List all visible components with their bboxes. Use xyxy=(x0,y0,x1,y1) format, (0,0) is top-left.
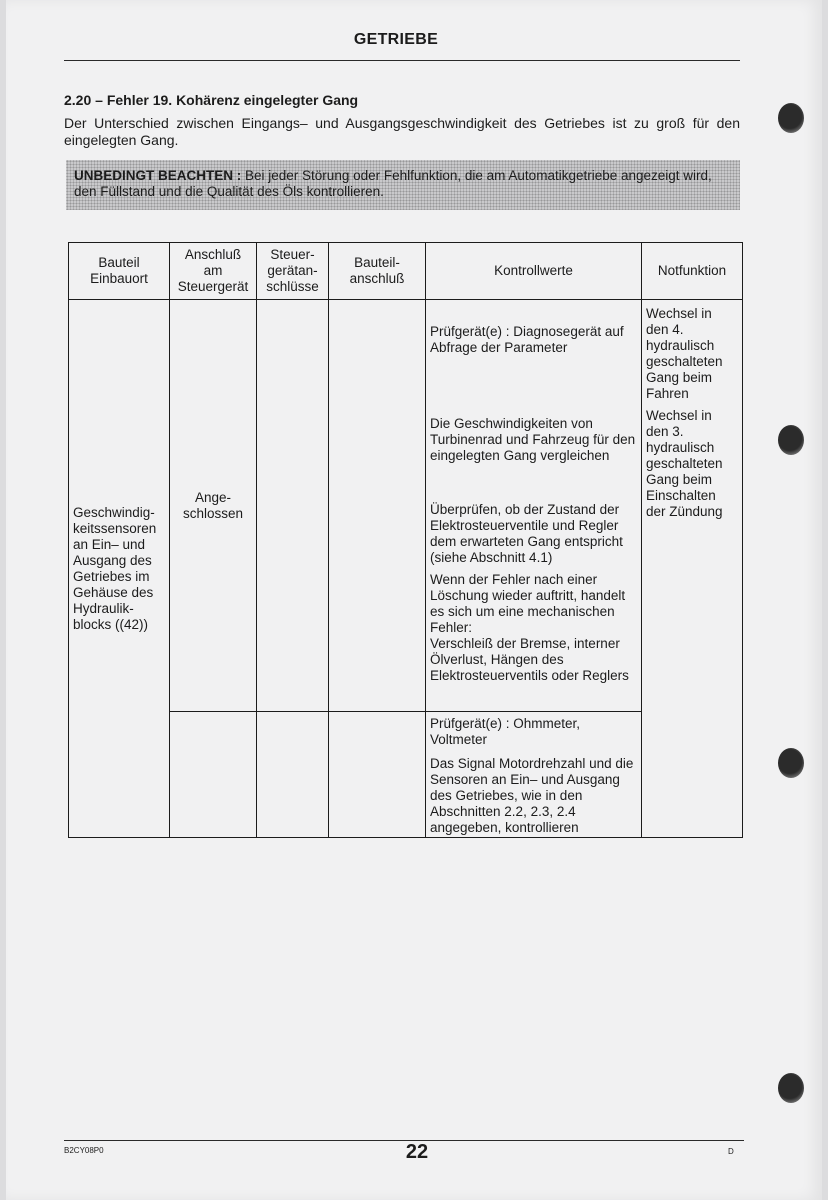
page-number: 22 xyxy=(405,1141,429,1163)
header-anschluss: Anschluß am Steuergerät xyxy=(170,243,257,300)
kontrollwert-text: Überprüfen, ob der Zustand der Elektrosteuerventile und Regler dem erwarteten Gang entspricht (siehe Abschnitt 4.1) xyxy=(430,502,623,565)
cell-kontrollwerte-1 xyxy=(426,300,642,712)
kontrollwert-text: Verschleiß der Bremse, interner Ölverlust, Hängen des Elektrosteuerventils oder Reglers xyxy=(430,636,629,683)
header-bauteilanschluss: Bauteil-anschluß xyxy=(329,243,426,300)
section-intro: Der Unterschied zwischen Eingangs– und Ausgangsgeschwindigkeit des Getriebes ist zu groß für den eingelegten Gang. xyxy=(64,115,740,148)
notfunktion-text: Wechsel in den 4. hydraulisch geschalteten Gang beim Fahren xyxy=(646,306,723,401)
cell-anschluss: Ange-schlossen xyxy=(170,300,257,712)
warning-note xyxy=(66,160,740,210)
binder-hole xyxy=(778,425,804,455)
document-page xyxy=(6,0,822,1200)
page-header-title: GETRIEBE xyxy=(353,31,439,48)
header-steuergeraet: Steuer-gerätan-schlüsse xyxy=(257,243,329,300)
binder-hole xyxy=(778,1073,804,1103)
cell-bauteilanschluss-2 xyxy=(329,712,426,838)
header-bauteil: Bauteil Einbauort xyxy=(69,243,170,300)
kontrollwert-text: Die Geschwindigkeiten von Turbinenrad und Fahrzeug für den eingelegten Gang vergleichen xyxy=(430,416,636,463)
warning-note-text: Bei jeder Störung oder Fehlfunktion, die am Automatikgetriebe angezeigt wird, den Füllstand und die Qualität des Öls kontrollieren. xyxy=(74,168,712,199)
cell-bauteilanschluss xyxy=(329,300,426,712)
header-notfunktion: Notfunktion xyxy=(642,243,743,300)
cell-anschluss-2 xyxy=(170,712,257,838)
table-header-row xyxy=(69,243,743,300)
binder-hole xyxy=(778,103,804,133)
language-code: D xyxy=(728,1147,734,1156)
header-kontrollwerte: Kontrollwerte xyxy=(426,243,642,300)
kontrollwert-text: Das Signal Motordrehzahl und die Sensoren an Ein– und Ausgang des Getriebes, wie in den Abschnitten 2.2, 2.3, 2.4 angegeben, kontrollieren xyxy=(430,756,634,835)
cell-steuergeraet xyxy=(257,300,329,712)
table-row xyxy=(69,300,743,712)
binder-hole xyxy=(778,748,804,778)
header-rule xyxy=(64,60,740,61)
kontrollwert-text: Prüfgerät(e) : Ohmmeter, Voltmeter xyxy=(430,716,581,747)
cell-bauteil: Geschwindig-keitssensoren an Ein– und Ausgang des Getriebes im Gehäuse des Hydraulik-blocks ((42)) xyxy=(69,300,170,838)
fault-table xyxy=(68,242,743,838)
warning-note-label: UNBEDINGT BEACHTEN : xyxy=(74,168,242,183)
cell-notfunktion xyxy=(642,300,743,838)
table-row xyxy=(69,712,743,838)
section-title: 2.20 – Fehler 19. Kohärenz eingelegter Gang xyxy=(64,92,359,108)
cell-steuergeraet-2 xyxy=(257,712,329,838)
document-code: B2CY08P0 xyxy=(64,1146,104,1155)
kontrollwert-text: Prüfgerät(e) : Diagnosegerät auf Abfrage der Parameter xyxy=(430,324,624,355)
notfunktion-text: Wechsel in den 3. hydraulisch geschalteten Gang beim Einschalten der Zündung xyxy=(646,408,723,519)
cell-kontrollwerte-2 xyxy=(426,712,642,838)
kontrollwert-text: Wenn der Fehler nach einer Löschung wieder auftritt, handelt es sich um eine mechanischen Fehler: xyxy=(430,572,626,635)
